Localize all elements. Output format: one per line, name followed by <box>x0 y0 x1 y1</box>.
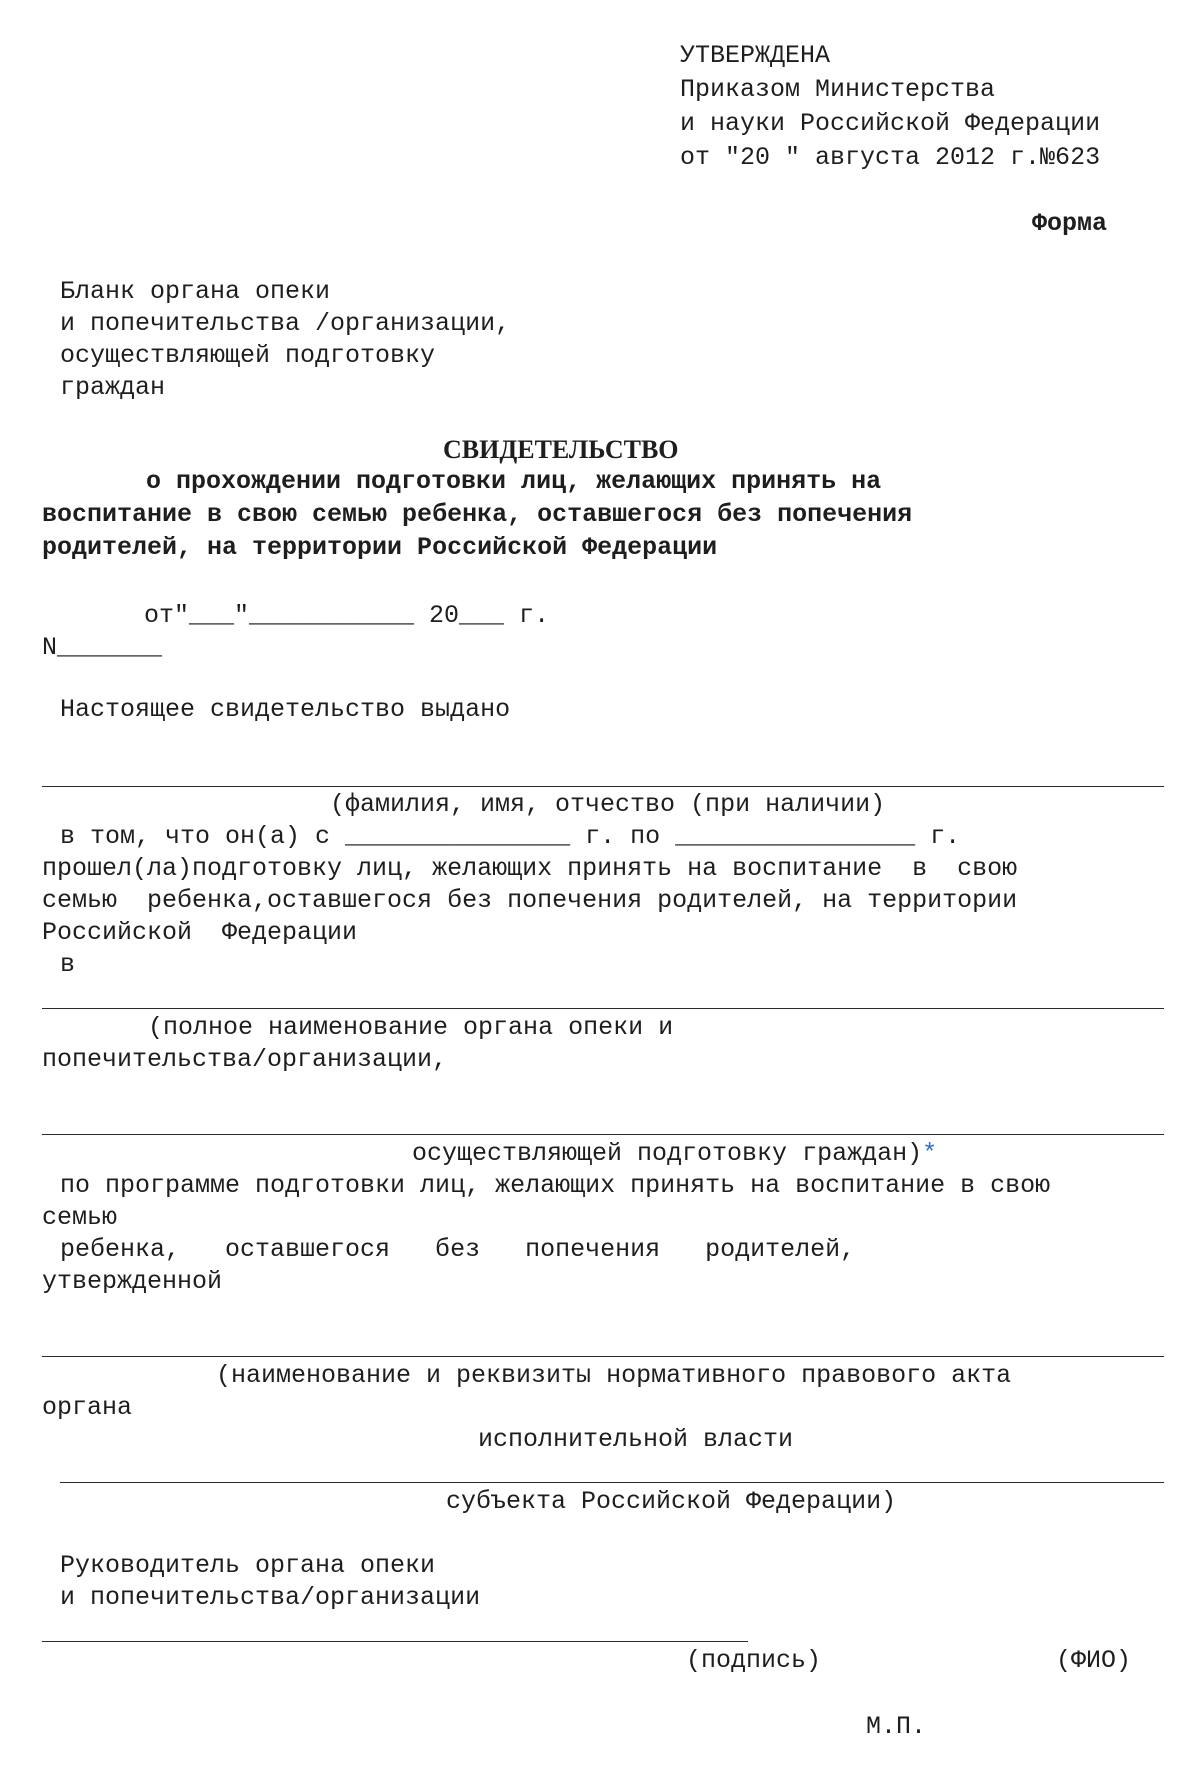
fio-field-line <box>42 786 1164 787</box>
issued-to-label: Настоящее свидетельство выдано <box>60 695 511 724</box>
signature-line <box>42 1641 748 1642</box>
document-title: СВИДЕТЕЛЬСТВО <box>443 435 679 464</box>
org-caption-2: попечительства/организации, <box>42 1045 448 1074</box>
org-caption-1: (полное наименование органа опеки и <box>148 1013 674 1042</box>
period-line: в том, что он(а) с _______________ г. по ________________ г. <box>60 822 961 851</box>
act-field-line-2 <box>60 1482 1164 1483</box>
passed-line-2: семью ребенка,оставшегося без попечения родителей, на территории <box>42 886 1018 915</box>
form-label: Форма <box>1032 209 1108 238</box>
number-line: N_______ <box>42 633 163 662</box>
program-line-4: утвержденной <box>42 1267 223 1296</box>
fio-caption: (фамилия, имя, отчество (при наличии) <box>330 790 886 819</box>
signature-fio-caption: (ФИО) <box>1056 1646 1132 1675</box>
act-caption-4: субъекта Российской Федерации) <box>446 1487 897 1516</box>
act-field-line <box>42 1356 1164 1357</box>
org-caption-3-row <box>412 1138 937 1170</box>
blank-line-4: граждан <box>60 373 166 402</box>
program-line-2: семью <box>42 1203 118 1232</box>
date-line: от"___"___________ 20___ г. <box>144 601 550 630</box>
blank-line-2: и попечительства /организации, <box>60 309 511 338</box>
approved-line-1: УТВЕРЖДЕНА <box>680 41 831 70</box>
program-line-1: по программе подготовки лиц, желающих принять на воспитание в свою <box>60 1171 1051 1200</box>
act-caption-1: (наименование и реквизиты нормативного правового акта <box>216 1361 1012 1390</box>
subtitle-line-1: о прохождении подготовки лиц, желающих принять на <box>146 467 882 496</box>
head-line-1: Руководитель органа опеки <box>60 1551 436 1580</box>
act-caption-3: исполнительной власти <box>478 1425 794 1454</box>
subtitle-line-2: воспитание в свою семью ребенка, оставшегося без попечения <box>42 500 913 529</box>
stamp-place: М.П. <box>866 1712 927 1741</box>
approved-line-2: Приказом Министерства <box>680 75 996 104</box>
blank-line-3: осуществляющей подготовку <box>60 341 436 370</box>
approved-line-3: и науки Российской Федерации <box>680 109 1101 138</box>
footnote-asterisk: * <box>922 1139 938 1168</box>
signature-caption: (подпись) <box>686 1646 822 1675</box>
subtitle-line-3: родителей, на территории Российской Федерации <box>42 533 718 562</box>
org-field-line <box>42 1008 1164 1009</box>
head-line-2: и попечительства/организации <box>60 1583 481 1612</box>
act-caption-2: органа <box>42 1393 133 1422</box>
passed-line-1: прошел(ла)подготовку лиц, желающих принять на воспитание в свою <box>42 854 1018 883</box>
in-word: в <box>60 950 76 979</box>
program-line-3: ребенка, оставшегося без попечения родителей, <box>60 1235 856 1264</box>
passed-line-3: Российской Федерации <box>42 918 358 947</box>
approved-line-4: от "20 " августа 2012 г.№623 <box>680 143 1101 172</box>
org-field-line-2 <box>42 1134 1164 1135</box>
blank-line-1: Бланк органа опеки <box>60 277 331 306</box>
org-caption-3: осуществляющей подготовку граждан) <box>412 1139 923 1168</box>
